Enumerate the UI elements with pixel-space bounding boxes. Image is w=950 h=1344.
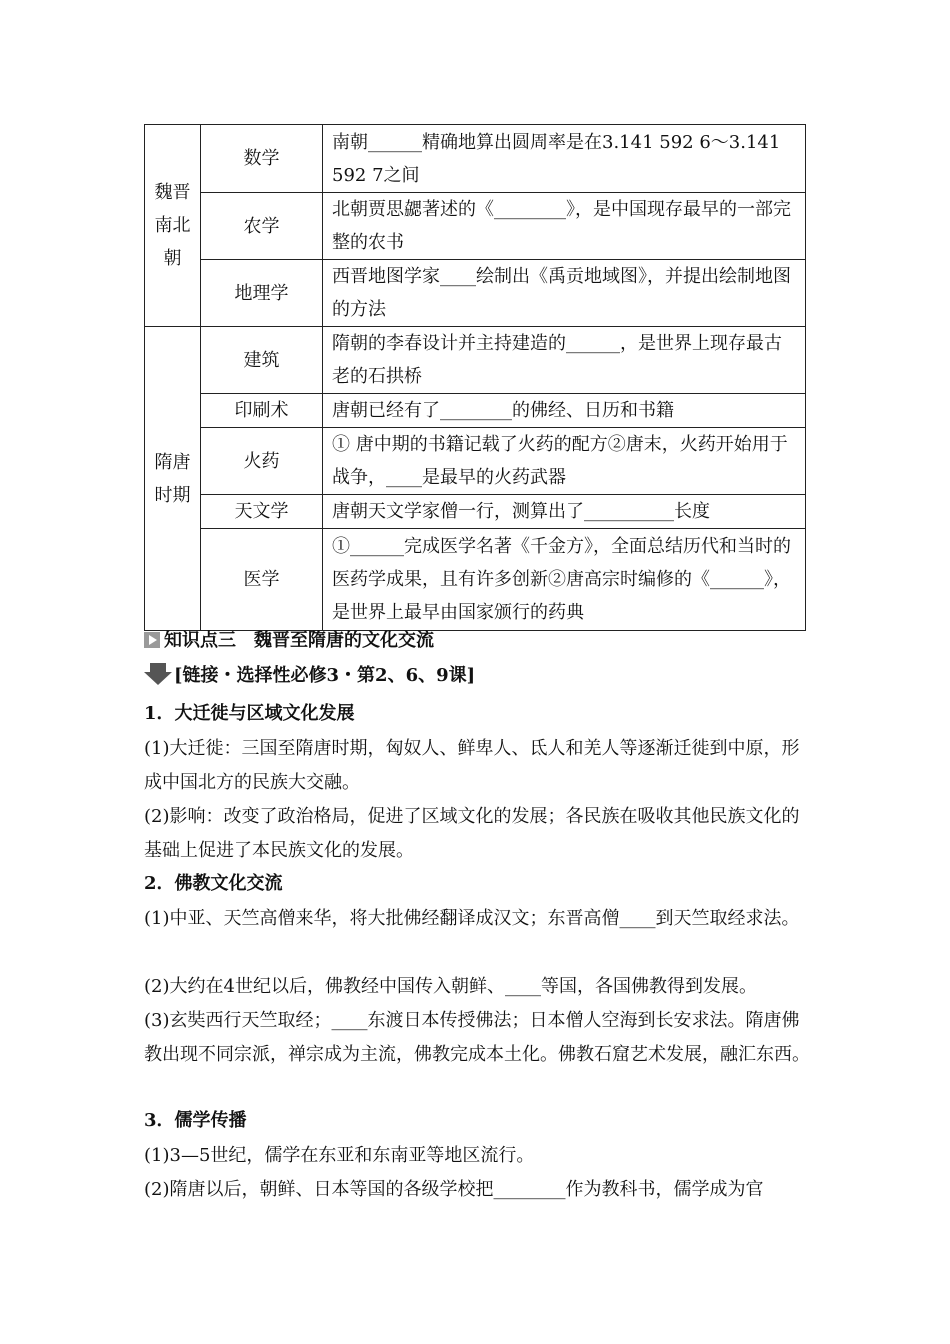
- field-cell: 地理学: [201, 260, 323, 327]
- desc-cell: 北朝贾思勰著述的《________》，是中国现存最早的一部完整的农书: [323, 193, 806, 260]
- era-cell: [145, 327, 201, 631]
- desc-cell: ①______完成医学名著《千金方》，全面总结历代和当时的医药学成果，且有许多创新②唐高宗时编修的《______》，是世界上最早由国家颁行的药典: [323, 529, 806, 631]
- field-cell: 数学: [201, 125, 323, 193]
- paragraph: (2)隋唐以后，朝鲜、日本等国的各级学校把________作为教科书，儒学成为官: [144, 1179, 764, 1200]
- field-cell: 医学: [201, 529, 323, 631]
- paragraph: (2)大约在4世纪以后，佛教经中国传入朝鲜、____等国，各国佛教得到发展。: [144, 976, 757, 997]
- desc-cell: ① 唐中期的书籍记载了火药的配方②唐末，火药开始用于战争，____是最早的火药武器: [323, 428, 806, 495]
- era-label: 隋唐时期: [154, 451, 191, 506]
- field-cell: 天文学: [201, 495, 323, 529]
- part-heading: 2．佛教文化交流: [144, 873, 283, 894]
- desc-cell: 隋朝的李春设计并主持建造的______，是世界上现存最古老的石拱桥: [323, 327, 806, 394]
- field-cell: 火药: [201, 428, 323, 495]
- knowledge-table: [144, 124, 806, 631]
- field-cell: 印刷术: [201, 394, 323, 428]
- field-cell: 农学: [201, 193, 323, 260]
- desc-cell: 唐朝天文学家僧一行，测算出了__________长度: [323, 495, 806, 529]
- play-triangle-icon: [144, 632, 160, 648]
- paragraph: (1)大迁徙：三国至隋唐时期，匈奴人、鲜卑人、氐人和羌人等逐渐迁徙到中原，形成中国北方的民族大交融。: [144, 738, 800, 793]
- paragraph: (1)3—5世纪，儒学在东亚和东南亚等地区流行。: [144, 1145, 535, 1166]
- desc-cell: 唐朝已经有了________的佛经、日历和书籍: [323, 394, 806, 428]
- paragraph: (3)玄奘西行天竺取经；____东渡日本传授佛法；日本僧人空海到长安求法。隋唐佛教出现不同宗派，禅宗成为主流，佛教完成本土化。佛教石窟艺术发展，融汇东西。: [144, 1010, 810, 1065]
- desc-cell: 西晋地图学家____绘制出《禹贡地域图》，并提出绘制地图的方法: [323, 260, 806, 327]
- part-heading: 3．儒学传播: [144, 1110, 247, 1131]
- section-title: 知识点三 魏晋至隋唐的文化交流: [144, 624, 434, 658]
- link-reference: [链接・选择性必修3・第2、6、9课]: [144, 659, 475, 693]
- paragraph: (2)影响：改变了政治格局，促进了区域文化的发展；各民族在吸收其他民族文化的基础上促进了本民族文化的发展。: [144, 806, 800, 861]
- desc-cell: 南朝______精确地算出圆周率是在3.141 592 6～3.141 592 7之间: [323, 125, 806, 193]
- field-cell: 建筑: [201, 327, 323, 394]
- paragraph: (1)中亚、天竺高僧来华，将大批佛经翻译成汉文；东晋高僧____到天竺取经求法。: [144, 908, 800, 929]
- era-label: 魏晋南北朝: [154, 182, 191, 269]
- era-cell: [145, 125, 201, 327]
- part-heading: 1．大迁徙与区域文化发展: [144, 703, 355, 724]
- down-arrow-icon: [144, 663, 172, 685]
